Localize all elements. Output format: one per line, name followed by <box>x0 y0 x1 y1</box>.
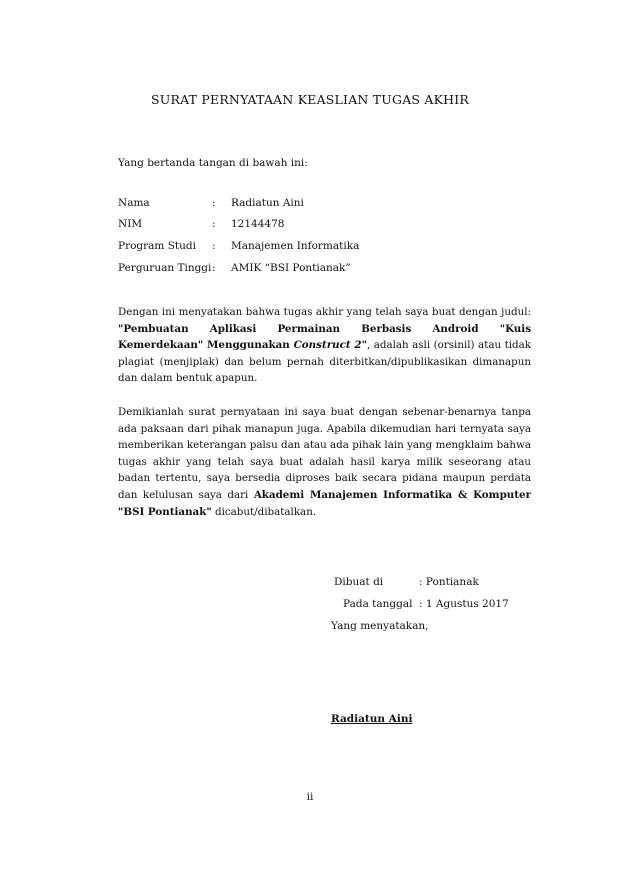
page-number: ii <box>306 791 314 803</box>
declaration-end: dicabut/dibatalkan. <box>215 505 317 518</box>
identity-label: NIM <box>118 218 143 230</box>
identity-separator: : <box>212 240 216 252</box>
thesis-title: "Pembuatan Aplikasi Permainan Berbasis Android "Kuis Kemerdekaan" Menggunakan Construct 2" <box>118 322 531 352</box>
identity-value: Radiatun Aini <box>231 197 304 209</box>
statement-rest: , adalah asli (orsinil) atau tidak plagiat (menjiplak) dan belum pernah diterbitkan/dipublikasikan dimanapun dan dalam bentuk apapun. <box>118 339 531 385</box>
closing-text: Yang menyatakan, <box>331 620 429 632</box>
identity-separator: : <box>212 218 216 230</box>
declaration-text: Demikianlah surat pernyataan ini saya buat dengan sebenar-benarnya tanpa ada paksaan dari pihak manapun juga. Apabila dikemudian hari ternyata saya memberikan keterangan palsu dan atau ada pihak lain yang mengklaim bahwa tugas akhir yang telah saya buat adalah hasil karya milik seseorang atau badan tertentu, saya bersedia diproses baik secara pidana maupun perdata dan kelulusan saya dari <box>118 406 531 501</box>
thesis-title-tool: Construct 2 <box>293 339 362 352</box>
institution-name: Akademi Manajemen Informatika & Komputer "BSI Pontianak" <box>118 488 531 518</box>
identity-label: Nama <box>118 197 150 209</box>
date-label: Pada tanggal <box>343 598 413 610</box>
identity-value: AMIK “BSI Pontianak” <box>231 262 351 274</box>
declaration-paragraph <box>118 404 531 520</box>
identity-value: 12144478 <box>231 218 285 230</box>
intro-text: Yang bertanda tangan di bawah ini: <box>118 157 308 169</box>
identity-value: Manajemen Informatika <box>231 240 360 252</box>
place-label: Dibuat di <box>334 576 384 588</box>
statement-paragraph <box>118 304 531 387</box>
identity-separator: : <box>212 262 216 274</box>
signer-name: Radiatun Aini <box>331 713 413 725</box>
statement-lead: Dengan ini menyatakan bahwa tugas akhir yang telah saya buat dengan judul: <box>118 306 531 318</box>
document-title: SURAT PERNYATAAN KEASLIAN TUGAS AKHIR <box>151 92 469 107</box>
identity-separator: : <box>212 197 216 209</box>
date-value: : 1 Agustus 2017 <box>419 598 509 610</box>
identity-label: Program Studi <box>118 240 196 252</box>
identity-label: Perguruan Tinggi <box>118 262 212 274</box>
place-value: : Pontianak <box>419 576 479 588</box>
